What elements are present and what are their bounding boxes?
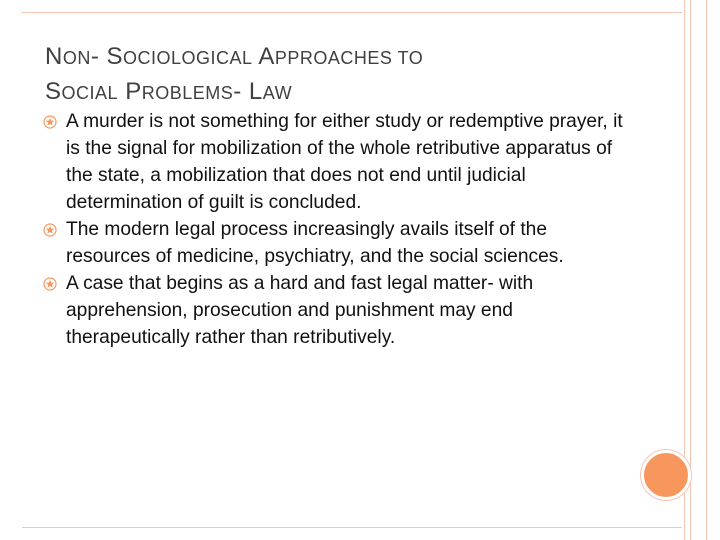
bullet-list — [43, 108, 633, 351]
star-icon — [43, 223, 57, 237]
bullet-text: A case that begins as a hard and fast legal matter- with apprehension, prosecution and punishment may end therapeutically rather than retributively. — [66, 273, 534, 348]
decorative-circle — [641, 450, 691, 500]
bullet-item — [43, 216, 633, 270]
title-small: OCIAL — [61, 83, 119, 103]
title-small: OCIOLOGICAL — [123, 48, 253, 68]
title-line-2 — [45, 75, 605, 110]
star-icon — [43, 115, 57, 129]
bullet-text: The modern legal process increasingly avails itself of the resources of medicine, psychiatry, and the social sciences. — [66, 219, 564, 267]
slide-title — [45, 40, 605, 110]
title-small: ON — [62, 48, 91, 68]
title-cap: - L — [233, 78, 263, 105]
title-small: PPROACHES TO — [274, 48, 424, 68]
right-vertical-line-2 — [690, 0, 691, 540]
top-border-line — [22, 12, 682, 13]
right-vertical-line-3 — [706, 0, 707, 540]
bullet-item — [43, 270, 633, 351]
title-cap: - S — [90, 43, 124, 70]
bottom-border-line — [22, 527, 682, 528]
title-small: ROBLEMS — [141, 83, 234, 103]
star-icon — [43, 277, 57, 291]
title-line-1 — [45, 40, 605, 75]
title-cap: S — [45, 78, 62, 105]
title-cap: N — [45, 43, 63, 70]
bullet-text: A murder is not something for either study or redemptive prayer, it is the signal for mobilization of the whole retributive apparatus of the state, a mobilization that does not end until judicial determination of guilt is concluded. — [66, 111, 623, 213]
bullet-item — [43, 108, 633, 216]
title-cap: P — [118, 78, 142, 105]
title-cap: A — [252, 43, 275, 70]
title-small: AW — [262, 83, 293, 103]
